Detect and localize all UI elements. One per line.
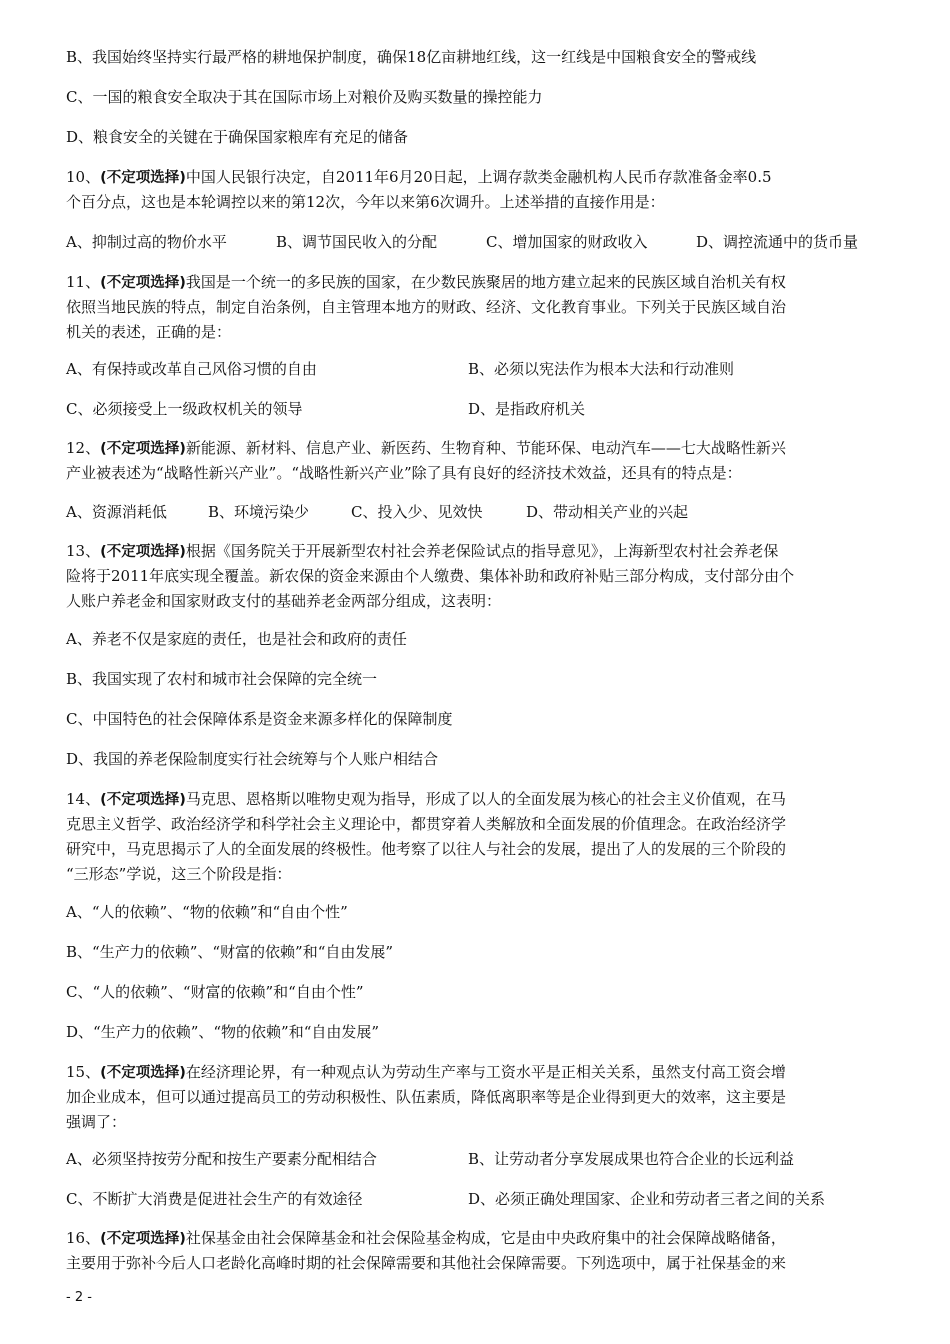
- q15-option-b: B、让劳动者分享发展成果也符合企业的长远利益: [468, 1150, 795, 1168]
- question-text-cont: 加企业成本，但可以通过提高员工的劳动积极性、队伍素质，降低离职率等是企业得到更大的效率，这主要是: [66, 1088, 787, 1106]
- question-number: 15、: [66, 1063, 101, 1081]
- q12-option-d: D、带动相关产业的兴起: [526, 503, 689, 521]
- question-text-cont: 个百分点，这也是本轮调控以来的第12次，今年以来第6次调升。上述举措的直接作用是：: [66, 193, 665, 211]
- question-type-tag: (不定项选择): [100, 1231, 186, 1247]
- question-type-tag: (不定项选择): [100, 441, 186, 457]
- question-text: 社保基金由社会保障基金和社会保险基金构成，它是由中央政府集中的社会保障战略储备，: [185, 1229, 786, 1247]
- q13-option-b: B、我国实现了农村和城市社会保障的完全统一: [66, 670, 378, 688]
- question-number: 10、: [66, 168, 101, 186]
- question-number: 12、: [66, 439, 101, 457]
- q10-option-c: C、增加国家的财政收入: [486, 233, 648, 251]
- q12-option-a: A、资源消耗低: [66, 503, 167, 521]
- q10-option-b: B、调节国民收入的分配: [276, 233, 438, 251]
- q13-option-c: C、中国特色的社会保障体系是资金来源多样化的保障制度: [66, 710, 453, 728]
- question-text-cont: 机关的表述，正确的是：: [66, 323, 232, 341]
- q13-option-a: A、养老不仅是家庭的责任，也是社会和政府的责任: [66, 630, 407, 648]
- option-d-prev: D、粮食安全的关键在于确保国家粮库有充足的储备: [66, 128, 409, 146]
- question-text: 根据《国务院关于开展新型农村社会养老保险试点的指导意见》，上海新型农村社会养老保: [185, 542, 779, 560]
- q10-option-a: A、抑制过高的物价水平: [66, 233, 227, 251]
- question-text: 在经济理论界，有一种观点认为劳动生产率与工资水平是正相关关系，虽然支付高工资会增: [185, 1063, 786, 1081]
- question-text-cont: “三形态”学说，这三个阶段是指：: [66, 865, 292, 883]
- question-10: [66, 167, 772, 188]
- q12-option-c: C、投入少、见效快: [351, 503, 483, 521]
- question-text: 我国是一个统一的多民族的国家，在少数民族聚居的地方建立起来的民族区域自治机关有权: [185, 273, 786, 291]
- page-number: - 2 -: [66, 1290, 92, 1305]
- question-number: 16、: [66, 1229, 101, 1247]
- q11-option-a: A、有保持或改革自己风俗习惯的自由: [66, 360, 317, 378]
- question-text: 中国人民银行决定，自2011年6月20日起，上调存款类金融机构人民币存款准备金率0.5: [185, 168, 772, 186]
- question-text-cont: 研究中，马克思揭示了人的全面发展的终极性。他考察了以往人与社会的发展，提出了人的发展的三个阶段的: [66, 840, 787, 858]
- question-text-cont: 依照当地民族的特点，制定自治条例，自主管理本地方的财政、经济、文化教育事业。下列关于民族区域自治: [66, 298, 787, 316]
- q13-option-d: D、我国的养老保险制度实行社会统筹与个人账户相结合: [66, 750, 439, 768]
- q10-option-d: D、调控流通中的货币量: [696, 233, 859, 251]
- question-13: [66, 541, 778, 562]
- q11-option-d: D、是指政府机关: [468, 400, 586, 418]
- q14-option-a: A、“人的依赖”、“物的依赖”和“自由个性”: [66, 903, 348, 921]
- q15-option-a: A、必须坚持按劳分配和按生产要素分配相结合: [66, 1150, 377, 1168]
- question-text-cont: 强调了：: [66, 1113, 127, 1131]
- option-b-prev: B、我国始终坚持实行最严格的耕地保护制度，确保18亿亩耕地红线，这一红线是中国粮食安全的警戒线: [66, 48, 757, 66]
- question-type-tag: (不定项选择): [100, 275, 186, 291]
- question-text-cont: 险将于2011年底实现全覆盖。新农保的资金来源由个人缴费、集体补助和政府补贴三部分构成，支付部分由个: [66, 567, 795, 585]
- q12-option-b: B、环境污染少: [208, 503, 310, 521]
- question-11: [66, 272, 786, 293]
- question-16: [66, 1228, 786, 1249]
- option-c-prev: C、一国的粮食安全取决于其在国际市场上对粮价及购买数量的操控能力: [66, 88, 543, 106]
- question-text-cont: 产业被表述为“战略性新兴产业”。“战略性新兴产业”除了具有良好的经济技术效益，还具有的特点是：: [66, 464, 742, 482]
- question-type-tag: (不定项选择): [100, 544, 186, 560]
- question-14: [66, 789, 786, 810]
- question-text-cont: 克思主义哲学、政治经济学和科学社会主义理论中，都贯穿着人类解放和全面发展的价值理念。在政治经济学: [66, 815, 787, 833]
- q14-option-b: B、“生产力的依赖”、“财富的依赖”和“自由发展”: [66, 943, 394, 961]
- question-type-tag: (不定项选择): [100, 792, 186, 808]
- question-text: 马克思、恩格斯以唯物史观为指导，形成了以人的全面发展为核心的社会主义价值观，在马: [185, 790, 786, 808]
- q14-option-c: C、“人的依赖”、“财富的依赖”和“自由个性”: [66, 983, 364, 1001]
- q14-option-d: D、“生产力的依赖”、“物的依赖”和“自由发展”: [66, 1023, 380, 1041]
- question-number: 11、: [66, 273, 101, 291]
- q15-option-d: D、必须正确处理国家、企业和劳动者三者之间的关系: [468, 1190, 826, 1208]
- question-12: [66, 438, 786, 459]
- question-text-cont: 主要用于弥补今后人口老龄化高峰时期的社会保障需要和其他社会保障需要。下列选项中，属于社保基金的来: [66, 1254, 787, 1272]
- q11-option-c: C、必须接受上一级政权机关的领导: [66, 400, 303, 418]
- q15-option-c: C、不断扩大消费是促进社会生产的有效途径: [66, 1190, 363, 1208]
- question-type-tag: (不定项选择): [100, 1065, 186, 1081]
- question-number: 13、: [66, 542, 101, 560]
- question-15: [66, 1062, 786, 1083]
- question-text-cont: 人账户养老金和国家财政支付的基础养老金两部分组成，这表明：: [66, 592, 502, 610]
- question-number: 14、: [66, 790, 101, 808]
- question-text: 新能源、新材料、信息产业、新医药、生物育种、节能环保、电动汽车——七大战略性新兴: [185, 439, 786, 457]
- question-type-tag: (不定项选择): [100, 170, 186, 186]
- q11-option-b: B、必须以宪法作为根本大法和行动准则: [468, 360, 735, 378]
